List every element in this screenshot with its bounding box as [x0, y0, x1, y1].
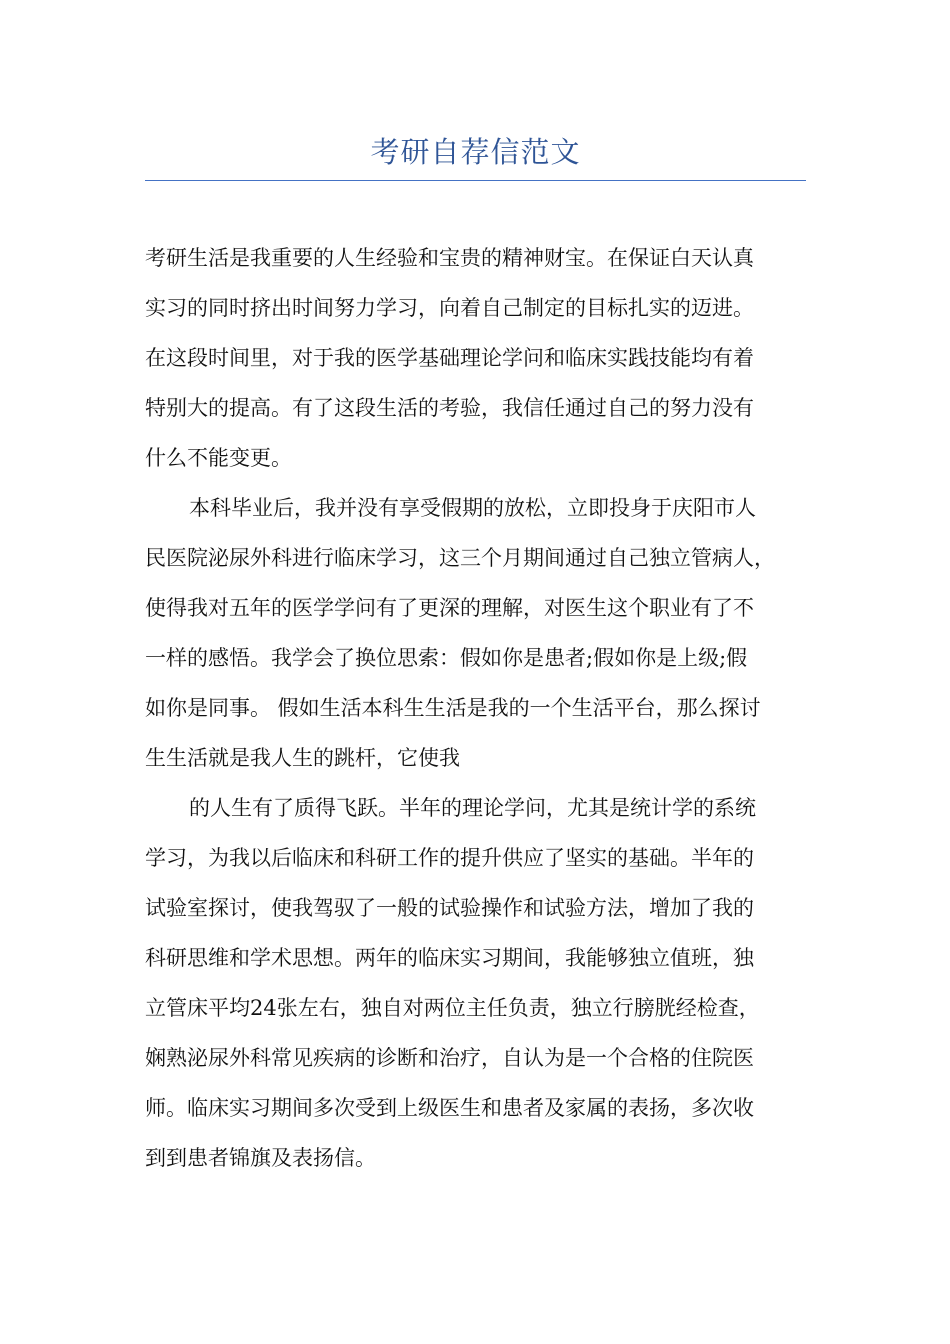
body-line: 到到患者锦旗及表扬信。	[145, 1146, 376, 1170]
body-line: 科研思维和学术思想。两年的临床实习期间，我能够独立值班，独	[145, 946, 754, 970]
body-line: 试验室探讨，使我驾驭了一般的试验操作和试验方法，增加了我的	[145, 896, 754, 920]
body-line: 如你是同事。 假如生活本科生生活是我的一个生活平台，那么探讨	[145, 696, 761, 720]
body-line: 考研生活是我重要的人生经验和宝贵的精神财宝。在保证白天认真	[145, 246, 754, 270]
body-line: 使得我对五年的医学学问有了更深的理解，对医生这个职业有了不	[145, 596, 754, 620]
body-line: 特别大的提高。有了这段生活的考验，我信任通过自己的努力没有	[145, 396, 754, 420]
document-body	[145, 233, 806, 1183]
body-line: 生生活就是我人生的跳杆，它使我	[145, 746, 460, 770]
body-line: 本科毕业后，我并没有享受假期的放松，立即投身于庆阳市人	[189, 496, 756, 520]
body-line: 师。临床实习期间多次受到上级医生和患者及家属的表扬，多次收	[145, 1096, 754, 1120]
body-line: 的人生有了质得飞跃。半年的理论学问，尤其是统计学的系统	[189, 796, 756, 820]
title-underline	[145, 180, 806, 181]
body-line: 实习的同时挤出时间努力学习，向着自己制定的目标扎实的迈进。	[145, 296, 754, 320]
body-line: 在这段时间里，对于我的医学基础理论学问和临床实践技能均有着	[145, 346, 754, 370]
body-line: 立管床平均24张左右，独自对两位主任负责，独立行膀胱经检查，	[145, 996, 760, 1020]
document-title: 考研自荐信范文	[370, 135, 581, 169]
body-line: 什么不能变更。	[145, 446, 292, 470]
body-line: 民医院泌尿外科进行临床学习，这三个月期间通过自己独立管病人，	[145, 546, 775, 570]
body-line: 一样的感悟。我学会了换位思索：假如你是患者;假如你是上级;假	[145, 646, 748, 670]
body-line: 学习，为我以后临床和科研工作的提升供应了坚实的基础。半年的	[145, 846, 754, 870]
body-line: 娴熟泌尿外科常见疾病的诊断和治疗，自认为是一个合格的住院医	[145, 1046, 754, 1070]
